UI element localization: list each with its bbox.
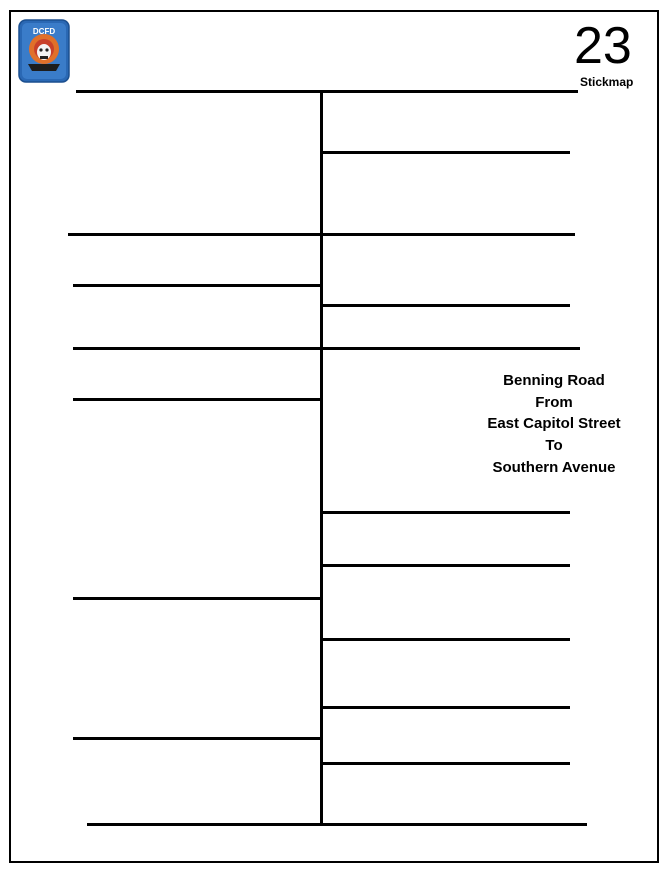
- right-street-line: [322, 511, 570, 514]
- left-street-line: [73, 284, 321, 287]
- route-description: [474, 370, 634, 479]
- route-to-label: To: [545, 437, 563, 455]
- right-street-line: [322, 151, 570, 154]
- cross-street-line: [68, 233, 575, 236]
- cross-street-line: [73, 347, 580, 350]
- left-street-line: [73, 737, 321, 740]
- right-street-line: [322, 564, 570, 567]
- right-street-line: [322, 706, 570, 709]
- map-number: 23: [574, 17, 632, 75]
- right-street-line: [322, 304, 570, 307]
- left-street-line: [73, 597, 321, 600]
- right-street-line: [322, 638, 570, 641]
- route-from-label: From: [535, 393, 573, 411]
- cross-street-line: [87, 823, 587, 826]
- route-start-street: East Capitol Street: [487, 415, 621, 433]
- cross-street-line: [76, 90, 578, 93]
- right-street-line: [322, 762, 570, 765]
- left-street-line: [73, 398, 321, 401]
- route-end-street: Southern Avenue: [492, 458, 616, 476]
- logo-text: DCFD: [32, 27, 56, 36]
- route-name: Benning Road: [503, 372, 605, 389]
- main-road-line: [320, 92, 323, 825]
- dcfd-badge-icon: [18, 19, 70, 83]
- map-label: Stickmap: [580, 75, 634, 89]
